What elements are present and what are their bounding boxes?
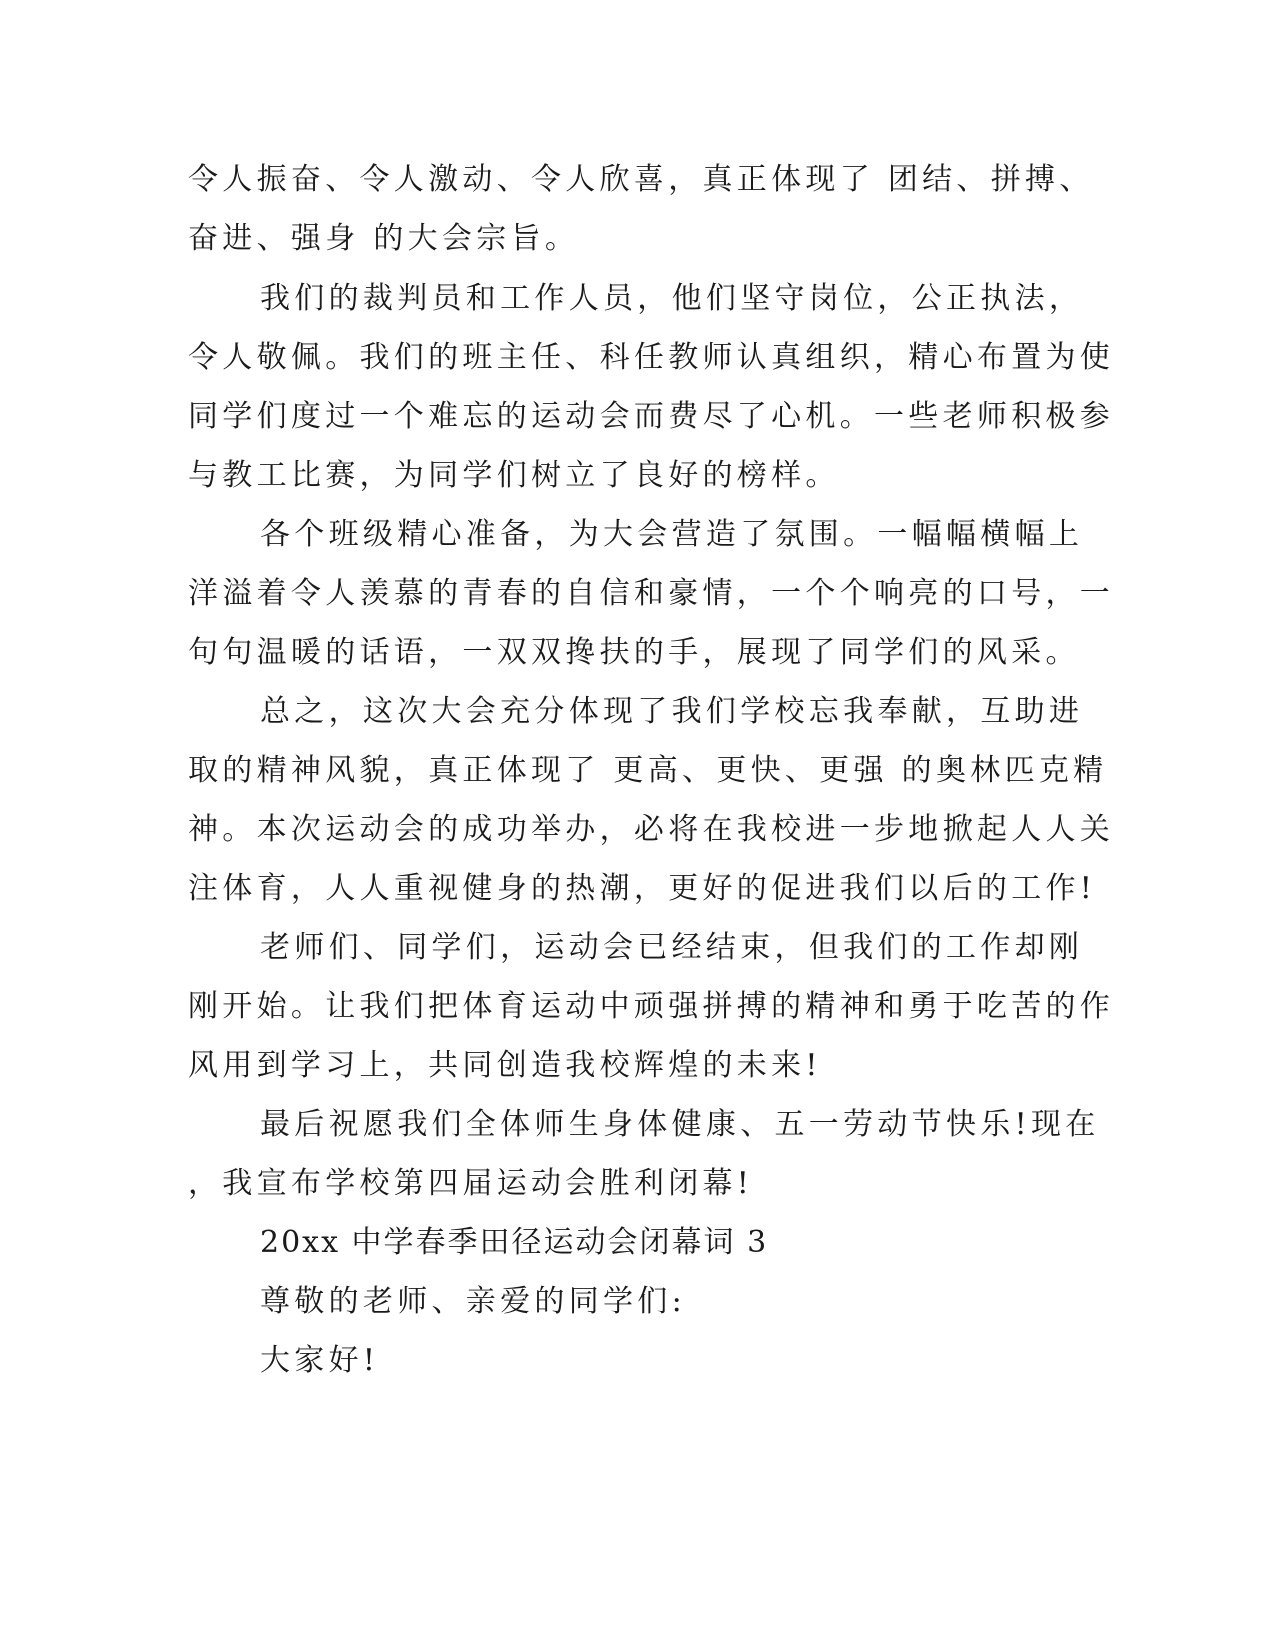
paragraph-line: 我们的裁判员和工作人员，他们坚守岗位，公正执法，: [260, 281, 1084, 316]
paragraph-line: 注体育，人人重视健身的热潮，更好的促进我们以后的工作!: [188, 871, 1097, 906]
paragraph-line: 刚开始。让我们把体育运动中顽强拼搏的精神和勇于吃苦的作: [188, 989, 1115, 1024]
paragraph-line: 老师们、同学们，运动会已经结束，但我们的工作却刚: [260, 930, 1084, 965]
paragraph-line: 总之，这次大会充分体现了我们学校忘我奉献，互助进: [260, 694, 1084, 729]
paragraph-line: 神。本次运动会的成功举办，必将在我校进一步地掀起人人关: [188, 812, 1115, 847]
paragraph-line: 同学们度过一个难忘的运动会而费尽了心机。一些老师积极参: [188, 399, 1115, 434]
paragraph-line: 令人敬佩。我们的班主任、科任教师认真组织，精心布置为使: [188, 340, 1115, 375]
paragraph-line: ，我宣布学校第四届运动会胜利闭幕!: [188, 1166, 754, 1201]
paragraph-line: 与教工比赛，为同学们树立了良好的榜样。: [188, 458, 840, 493]
paragraph-line: 令人振奋、令人激动、令人欣喜，真正体现了 团结、拼搏、: [188, 162, 1094, 197]
paragraph-line: 各个班级精心准备，为大会营造了氛围。一幅幅横幅上: [260, 517, 1084, 552]
greeting: 大家好!: [260, 1343, 380, 1378]
paragraph-line: 风用到学习上，共同创造我校辉煌的未来!: [188, 1048, 822, 1083]
paragraph-line: 洋溢着令人羡慕的青春的自信和豪情，一个个响亮的口号，一: [188, 576, 1115, 611]
section-title: 20xx 中学春季田径运动会闭幕词 3: [260, 1225, 769, 1260]
paragraph-line: 取的精神风貌，真正体现了 更高、更快、更强 的奥林匹克精: [188, 753, 1108, 788]
paragraph-line: 句句温暖的话语，一双双搀扶的手，展现了同学们的风采。: [188, 635, 1080, 670]
paragraph-line: 最后祝愿我们全体师生身体健康、五一劳动节快乐!现在: [260, 1107, 1100, 1142]
paragraph-line: 奋进、强身 的大会宗旨。: [188, 221, 580, 256]
salutation: 尊敬的老师、亲爱的同学们:: [260, 1284, 687, 1319]
